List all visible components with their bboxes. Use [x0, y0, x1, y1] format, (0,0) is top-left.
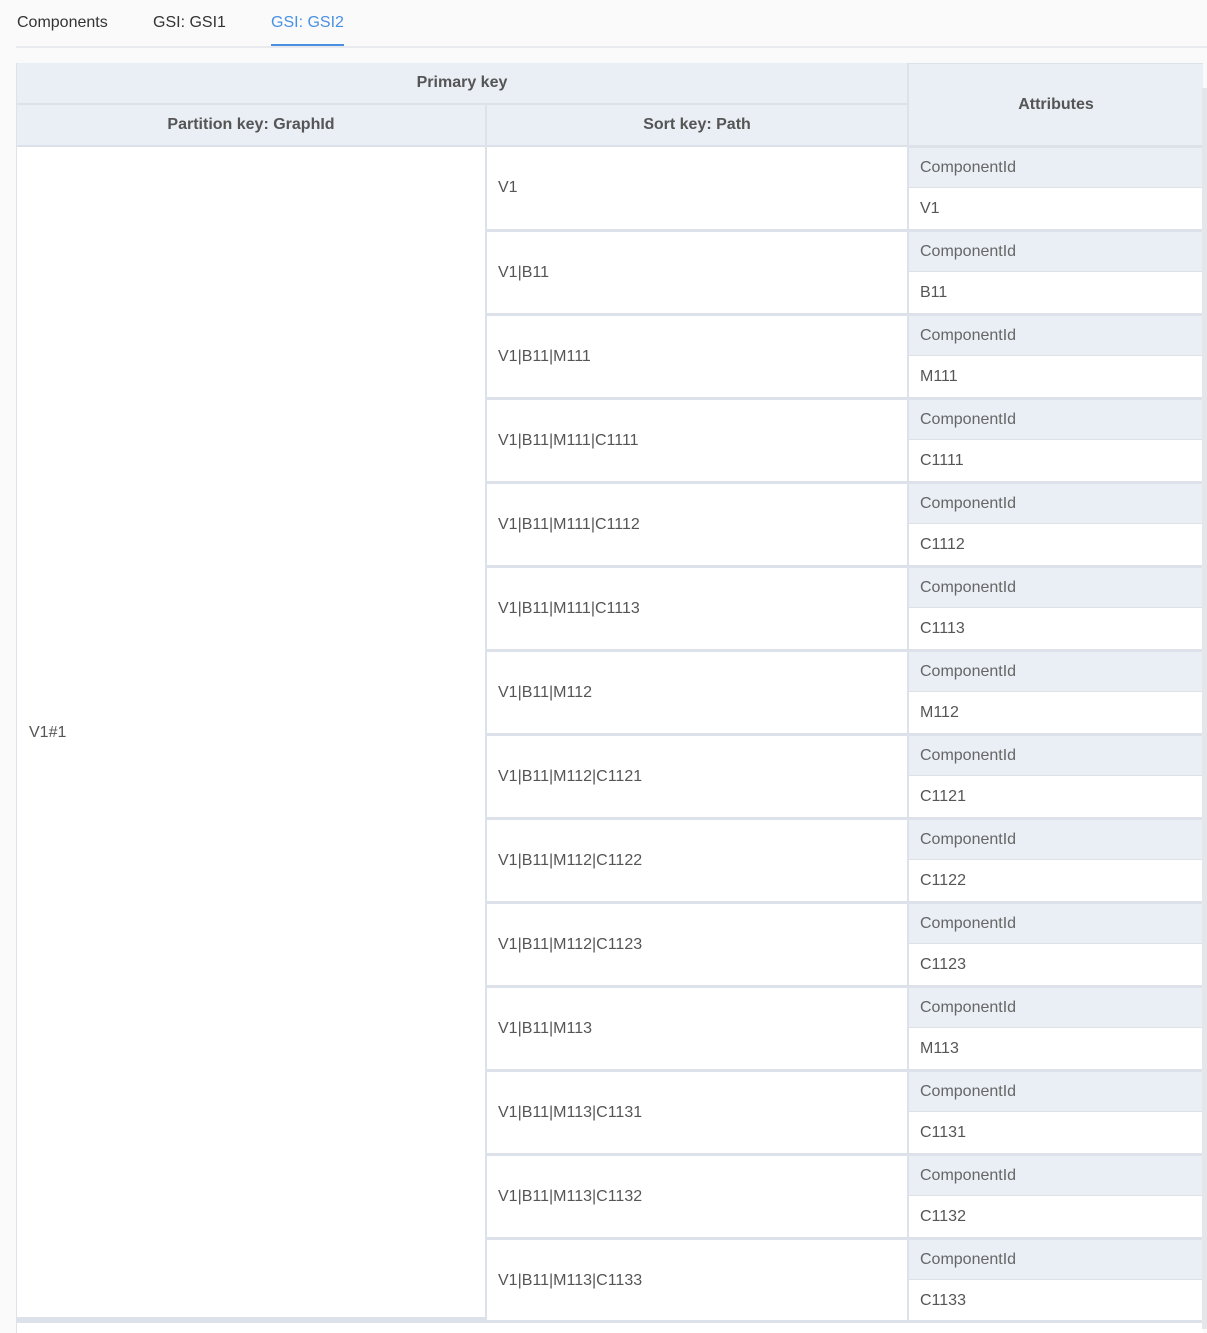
table-row [485, 985, 1203, 1069]
table-rows [485, 145, 1203, 1321]
table-row [485, 481, 1203, 565]
partition-key-header: Partition key: GraphId [17, 105, 485, 147]
sort-key-cell: V1|B11|M113|C1131 [485, 1069, 907, 1153]
sort-key-cell: V1|B11|M113|C1132 [485, 1153, 907, 1237]
attribute-name: ComponentId [909, 1156, 1203, 1196]
attribute-name: ComponentId [909, 736, 1203, 776]
attribute-value: C1113 [909, 608, 1203, 649]
attribute-value: C1111 [909, 440, 1203, 481]
sort-key-cell: V1 [485, 145, 907, 229]
attribute-name: ComponentId [909, 232, 1203, 272]
table-row [485, 397, 1203, 481]
attribute-value: C1133 [909, 1280, 1203, 1321]
row-divider [17, 1320, 1203, 1323]
primary-key-header: Primary key [17, 63, 907, 105]
attribute-cell [907, 313, 1203, 397]
attribute-cell [907, 229, 1203, 313]
table-row [485, 1237, 1203, 1321]
attribute-value: M111 [909, 356, 1203, 397]
tab-gsi2[interactable]: GSI: GSI2 [271, 14, 344, 46]
table-row [485, 817, 1203, 901]
attribute-value: V1 [909, 188, 1203, 229]
attribute-cell [907, 1153, 1203, 1237]
attribute-cell [907, 733, 1203, 817]
attribute-value: C1131 [909, 1112, 1203, 1153]
attribute-cell [907, 1237, 1203, 1321]
tab-bar [16, 0, 1207, 48]
attribute-name: ComponentId [909, 904, 1203, 944]
sort-key-cell: V1|B11|M113 [485, 985, 907, 1069]
attribute-name: ComponentId [909, 820, 1203, 860]
attribute-name: ComponentId [909, 652, 1203, 692]
attribute-cell [907, 145, 1203, 229]
sort-key-cell: V1|B11|M112|C1123 [485, 901, 907, 985]
attribute-name: ComponentId [909, 568, 1203, 608]
attribute-cell [907, 985, 1203, 1069]
sort-key-cell: V1|B11|M112 [485, 649, 907, 733]
tab-gsi1[interactable]: GSI: GSI1 [153, 14, 226, 31]
attribute-cell [907, 481, 1203, 565]
table-row [485, 313, 1203, 397]
attribute-cell [907, 901, 1203, 985]
sort-key-header: Sort key: Path [485, 105, 907, 147]
attribute-name: ComponentId [909, 1072, 1203, 1112]
attribute-cell [907, 565, 1203, 649]
attribute-cell [907, 649, 1203, 733]
attribute-value: C1132 [909, 1196, 1203, 1237]
attribute-cell [907, 1069, 1203, 1153]
data-table [16, 63, 1203, 1333]
table-row [485, 733, 1203, 817]
sort-key-cell: V1|B11|M112|C1122 [485, 817, 907, 901]
tab-components[interactable]: Components [17, 14, 108, 31]
attributes-header: Attributes [907, 63, 1203, 146]
sort-key-cell: V1|B11|M112|C1121 [485, 733, 907, 817]
partition-key-cell [17, 147, 485, 1320]
attribute-value: C1122 [909, 860, 1203, 901]
attribute-name: ComponentId [909, 148, 1203, 188]
table-row [485, 229, 1203, 313]
table-row [485, 901, 1203, 985]
table-row [485, 145, 1203, 229]
attribute-cell [907, 817, 1203, 901]
attribute-value: B11 [909, 272, 1203, 313]
sort-key-cell: V1|B11|M111 [485, 313, 907, 397]
sort-key-cell: V1|B11|M111|C1112 [485, 481, 907, 565]
sort-key-cell: V1|B11|M113|C1133 [485, 1237, 907, 1321]
attribute-value: C1123 [909, 944, 1203, 985]
attribute-name: ComponentId [909, 988, 1203, 1028]
sort-key-cell: V1|B11|M111|C1111 [485, 397, 907, 481]
attribute-value: C1112 [909, 524, 1203, 565]
attribute-value: M113 [909, 1028, 1203, 1069]
attribute-name: ComponentId [909, 400, 1203, 440]
attribute-name: ComponentId [909, 1240, 1203, 1280]
partition-key-value: V1#1 [29, 724, 67, 741]
attribute-name: ComponentId [909, 316, 1203, 356]
table-row [485, 1069, 1203, 1153]
attribute-value: M112 [909, 692, 1203, 733]
attribute-value: C1121 [909, 776, 1203, 817]
attribute-name: ComponentId [909, 484, 1203, 524]
sort-key-cell: V1|B11 [485, 229, 907, 313]
table-row [485, 1153, 1203, 1237]
sort-key-cell: V1|B11|M111|C1113 [485, 565, 907, 649]
table-row [485, 649, 1203, 733]
attribute-cell [907, 397, 1203, 481]
table-row [485, 565, 1203, 649]
scrollbar[interactable] [1202, 88, 1207, 1329]
